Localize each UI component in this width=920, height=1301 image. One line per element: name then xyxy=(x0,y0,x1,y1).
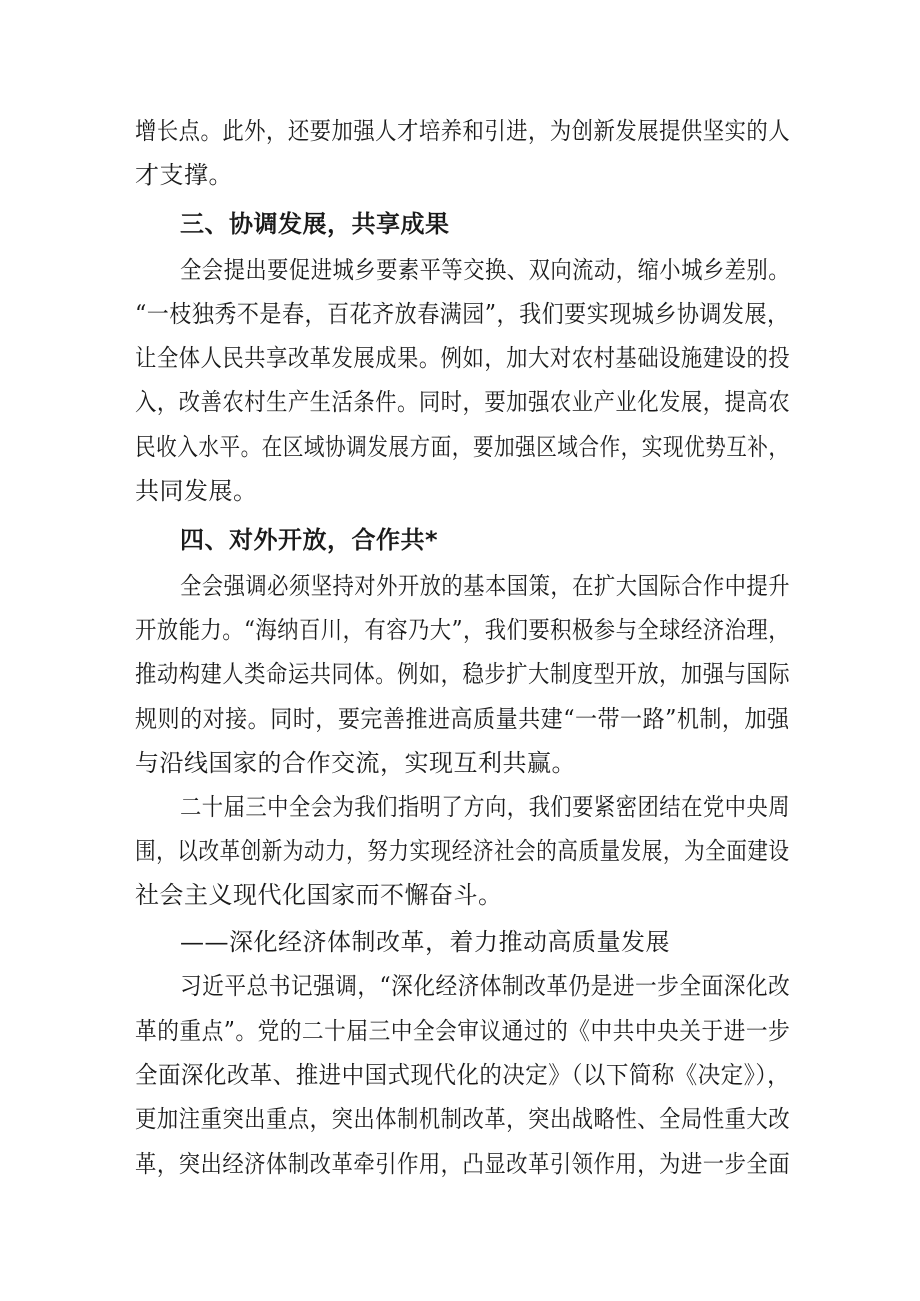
text-line: 习近平总书记强调，“深化经济体制改革仍是进一步全面深化改 xyxy=(180,972,791,1000)
text-line: 让全体人民共享改革发展成果。例如，加大对农村基础设施建设的投 xyxy=(135,344,791,372)
subtitle-line: ——深化经济体制改革，着力推动高质量发展 xyxy=(180,928,670,956)
text-line: 全会提出要促进城乡要素平等交换、双向流动，缩小城乡差别。 xyxy=(180,256,790,284)
text-line: 更加注重突出重点，突出体制机制改革，突出战略性、全局性重大改 xyxy=(135,1105,791,1133)
text-line: 共同发展。 xyxy=(135,477,258,505)
text-line: 二十届三中全会为我们指明了方向，我们要紧密团结在党中央周 xyxy=(180,793,790,821)
text-line: 围，以改革创新为动力，努力实现经济社会的高质量发展，为全面建设 xyxy=(135,837,790,865)
text-line: 民收入水平。在区域协调发展方面，要加强区域合作，实现优势互补， xyxy=(135,433,790,461)
text-line: 入，改善农村生产生活条件。同时，要加强农业产业化发展，提高农 xyxy=(135,388,791,416)
text-line: 社会主义现代化国家而不懈奋斗。 xyxy=(135,881,503,909)
text-line: 全面深化改革、推进中国式现代化的决定》（以下简称《决定》）， xyxy=(135,1061,791,1089)
text-line: 开放能力。“海纳百川，有容乃大”，我们要积极参与全球经济治理， xyxy=(135,616,791,644)
text-line: 与沿线国家的合作交流，实现互利共赢。 xyxy=(135,749,576,777)
section-heading-4: 四、对外开放，合作共* xyxy=(180,526,439,554)
section-heading-3: 三、协调发展，共享成果 xyxy=(180,210,450,238)
text-line: 才支撑。 xyxy=(135,161,233,189)
text-line: 革的重点”。党的二十届三中全会审议通过的《中共中央关于进一步 xyxy=(135,1017,791,1045)
text-line: 推动构建人类命运共同体。例如，稳步扩大制度型开放，加强与国际 xyxy=(135,660,791,688)
text-line: 全会强调必须坚持对外开放的基本国策，在扩大国际合作中提升 xyxy=(180,572,790,600)
text-line: 增长点。此外，还要加强人才培养和引进，为创新发展提供坚实的人 xyxy=(135,117,791,145)
text-line: 革，突出经济体制改革牵引作用，凸显改革引领作用，为进一步全面 xyxy=(135,1150,791,1178)
text-line: “一枝独秀不是春，百花齐放春满园”，我们要实现城乡协调发展， xyxy=(135,300,790,328)
text-line: 规则的对接。同时，要完善推进高质量共建“一带一路”机制，加强 xyxy=(135,705,790,733)
